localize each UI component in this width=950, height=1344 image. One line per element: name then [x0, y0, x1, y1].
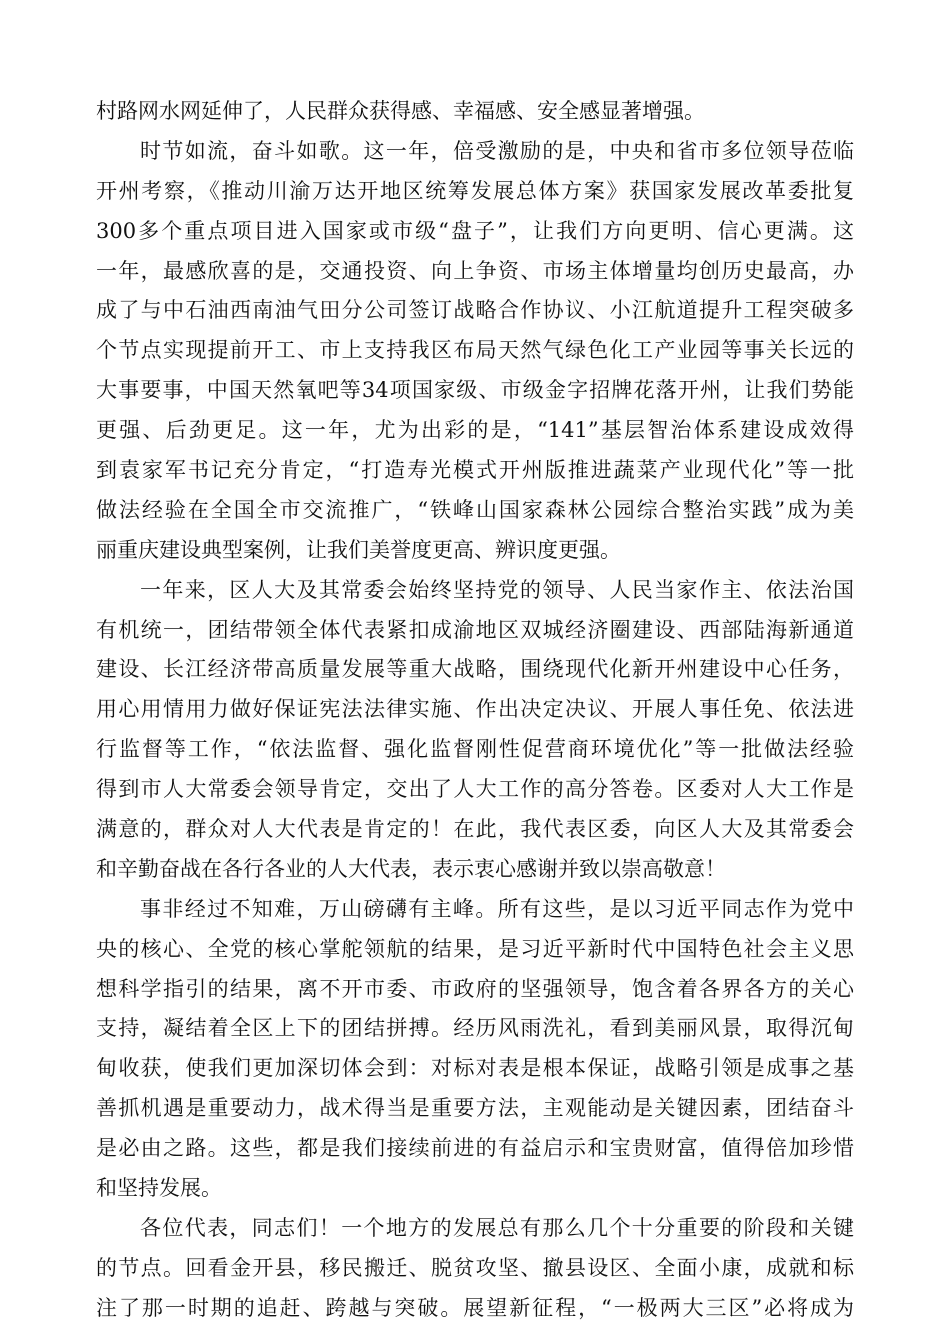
text-line: 善抓机遇是重要动力，战术得当是重要方法，主观能动是关键因素，团结奋斗	[96, 1096, 854, 1121]
paragraph-first-line: 时节如流，奋斗如歌。这一年，倍受激励的是，中央和省市多位领导莅临	[140, 138, 854, 163]
body-text	[96, 92, 854, 1329]
text-line: 行监督等工作，“依法监督、强化监督刚性促营商环境优化”等一批做法经验	[96, 737, 854, 762]
text-line: 和辛勤奋战在各行各业的人大代表，表示衷心感谢并致以崇高敬意！	[96, 856, 726, 881]
text-line: 央的核心、全党的核心掌舵领航的结果，是习近平新时代中国特色社会主义思	[96, 936, 854, 961]
paragraph-first-line: 事非经过不知难，万山磅礴有主峰。所有这些，是以习近平同志作为党中	[140, 896, 854, 921]
text-line: 满意的，群众对人大代表是肯定的！在此，我代表区委，向区人大及其常委会	[96, 817, 854, 842]
text-line: 开州考察，《推动川渝万达开地区统筹发展总体方案》获国家发展改革委批复	[96, 178, 854, 203]
text-line: 支持，凝结着全区上下的团结拼搏。经历风雨洗礼，看到美丽风景，取得沉甸	[96, 1016, 854, 1041]
text-line: 更强、后劲更足。这一年，尤为出彩的是，“141”基层智治体系建设成效得	[96, 418, 854, 443]
text-line: 个节点实现提前开工、市上支持我区布局天然气绿色化工产业园等事关长远的	[96, 338, 854, 363]
text-line: 建设、长江经济带高质量发展等重大战略，围绕现代化新开州建设中心任务，	[96, 657, 854, 682]
text-line: 300多个重点项目进入国家或市级“盘子”，让我们方向更明、信心更满。这	[96, 218, 854, 243]
paragraph-first-line: 一年来，区人大及其常委会始终坚持党的领导、人民当家作主、依法治国	[140, 577, 854, 602]
text-line: 村路网水网延伸了，人民群众获得感、幸福感、安全感显著增强。	[96, 99, 705, 123]
text-line: 用心用情用力做好保证宪法法律实施、作出决定决议、开展人事任免、依法进	[96, 697, 854, 722]
text-line: 甸收获，使我们更加深切体会到：对标对表是根本保证，战略引领是成事之基	[96, 1056, 854, 1081]
text-line: 成了与中石油西南油气田分公司签订战略合作协议、小江航道提升工程突破多	[96, 298, 854, 323]
paragraph-first-line: 各位代表，同志们！一个地方的发展总有那么几个十分重要的阶段和关键	[140, 1215, 854, 1240]
text-line: 大事要事，中国天然氧吧等34项国家级、市级金字招牌花落开州，让我们势能	[96, 378, 854, 403]
text-line: 注了那一时期的追赶、跨越与突破。展望新征程，“一极两大三区”必将成为	[96, 1295, 854, 1320]
text-line: 得到市人大常委会领导肯定，交出了人大工作的高分答卷。区委对人大工作是	[96, 777, 854, 802]
text-line: 想科学指引的结果，离不开市委、市政府的坚强领导，饱含着各界各方的关心	[96, 976, 854, 1001]
text-line: 丽重庆建设典型案例，让我们美誉度更高、辨识度更强。	[96, 537, 621, 562]
text-line: 的节点。回看金开县，移民搬迁、脱贫攻坚、撤县设区、全面小康，成就和标	[96, 1255, 854, 1280]
text-line: 有机统一，团结带领全体代表紧扣成渝地区双城经济圈建设、西部陆海新通道	[96, 617, 854, 642]
text-line: 是必由之路。这些，都是我们接续前进的有益启示和宝贵财富，值得倍加珍惜	[96, 1136, 854, 1161]
text-line: 到袁家军书记充分肯定，“打造寿光模式开州版推进蔬菜产业现代化”等一批	[96, 458, 854, 483]
text-line: 和坚持发展。	[96, 1176, 222, 1201]
text-line: 做法经验在全国全市交流推广，“铁峰山国家森林公园综合整治实践”成为美	[96, 497, 854, 522]
text-line: 一年，最感欣喜的是，交通投资、向上争资、市场主体增量均创历史最高，办	[96, 258, 854, 283]
